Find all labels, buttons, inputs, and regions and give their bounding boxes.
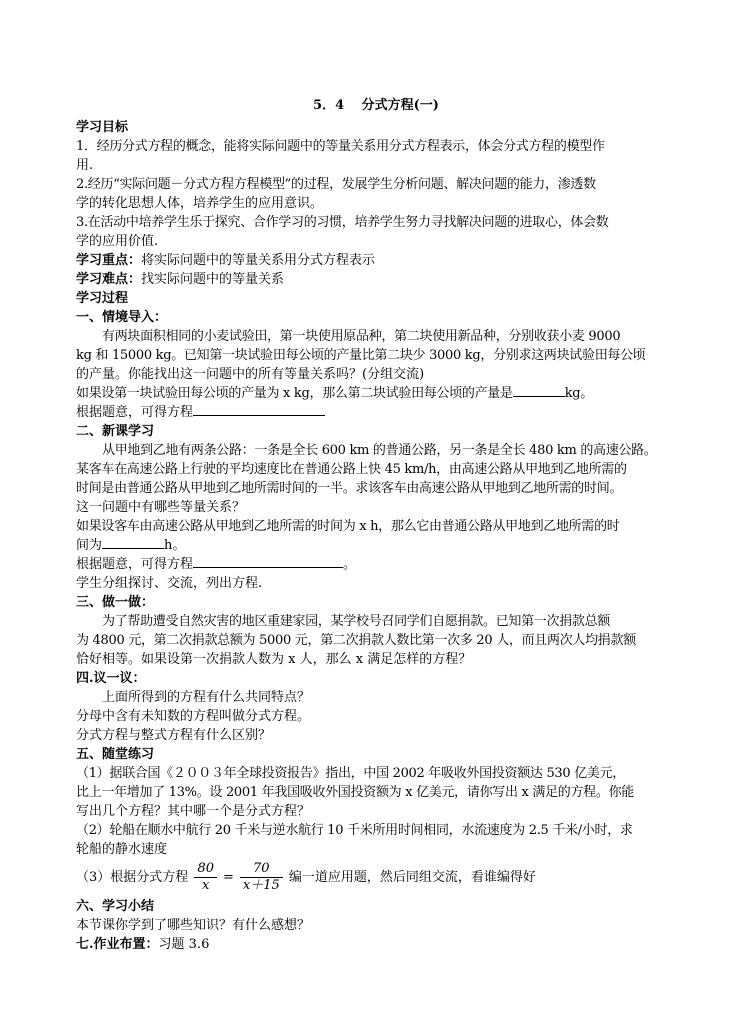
section-2-line: 从甲地到乙地有两条公路：一条是全长 600 km 的普通公路，另一条是全长 480 km 的高速公路。 xyxy=(102,443,657,458)
section-3-heading: 三、做一做： xyxy=(76,595,155,610)
homework-text: 习题 3.6 xyxy=(158,937,210,952)
goal-line: 学的转化思想人体，培养学生的应用意识。 xyxy=(76,196,324,211)
section-6-line: 本节课你学到了哪些知识？有什么感想？ xyxy=(76,918,311,933)
process-heading: 学习过程 xyxy=(76,291,129,306)
section-2-line: 如果设客车由高速公路从甲地到乙地所需的时间为 x h，那么它由普通公路从甲地到乙地所需的时 xyxy=(76,519,620,534)
section-5-line: （1）据联合国《２００３年全球投资报告》指出，中国 2002 年吸收外国投资额达 530 亿美元， xyxy=(76,766,625,781)
goal-line: 学的应用价值. xyxy=(76,234,159,249)
homework-label: 七.作业布置： xyxy=(76,937,159,952)
section-5-equation-line xyxy=(76,859,676,897)
section-2-line: 学生分组探讨、交流，列出方程. xyxy=(76,576,263,591)
section-1-line xyxy=(76,384,676,403)
section-2-line: 时间是由普通公路从甲地到乙地所需时间的一半。求该客车由高速公路从甲地到乙地所需的时间。 xyxy=(76,481,623,496)
text-span: h。 xyxy=(164,538,186,553)
section-4-heading: 四.议一议： xyxy=(76,671,146,686)
equation-blank[interactable] xyxy=(193,555,343,568)
answer-blank[interactable] xyxy=(102,536,164,549)
section-4-line: 分母中含有未知数的方程叫做分式方程。 xyxy=(76,709,311,724)
section-3-line: 为了帮助遭受自然灾害的地区重建家园，某学校号召同学们自愿捐款。已知第一次捐款总额 xyxy=(102,614,611,629)
section-5-heading: 五、随堂练习 xyxy=(76,747,155,762)
section-1-line: kg 和 15000 kg。已知第一块试验田每公顷的产量比第二块少 3000 kg，分别求这两块试验田每公顷 xyxy=(76,348,646,363)
answer-blank[interactable] xyxy=(513,384,565,397)
fraction xyxy=(240,861,283,894)
section-4-line: 分式方程与整式方程有什么区别？ xyxy=(76,728,272,743)
key-point-text: 将实际问题中的等量关系用分式方程表示 xyxy=(141,253,376,268)
equation-blank[interactable] xyxy=(193,403,325,416)
section-5-line: 比上一年增加了 13%。设 2001 年我国吸收外国投资额为 x 亿美元，请你写出 x 满足的方程。你能 xyxy=(76,785,634,800)
goal-line: 3.在活动中培养学生乐于探究、合作学习的习惯，培养学生努力寻找解决问题的进取心，体会数 xyxy=(76,215,609,230)
section-4-line: 上面所得到的方程有什么共同特点？ xyxy=(102,690,311,705)
fraction xyxy=(194,861,217,894)
fraction-denominator: x xyxy=(202,878,210,893)
section-2-line xyxy=(76,555,676,574)
section-5-line: 写出几个方程？其中哪一个是分式方程？ xyxy=(76,804,311,819)
text-span: 间为 xyxy=(76,538,103,553)
key-point xyxy=(76,251,676,270)
section-2-line xyxy=(76,536,676,555)
section-1-heading: 一、情境导入： xyxy=(76,310,168,325)
difficulty xyxy=(76,270,676,289)
text-span: kg。 xyxy=(564,386,594,401)
goals-heading: 学习目标 xyxy=(76,120,129,135)
text-span: 编一道应用题，然后同组交流，看谁编得好 xyxy=(288,870,536,885)
fraction-numerator: 80 xyxy=(194,861,217,878)
section-5-line: 轮船的静水速度 xyxy=(76,842,168,857)
section-2-line: 某客车在高速公路上行驶的平均速度比在普通公路上快 45 km/h，由高速公路从甲地到乙地所需的 xyxy=(76,462,627,477)
section-1-line xyxy=(76,403,676,422)
text-span: （3）根据分式方程 xyxy=(76,870,189,885)
text-span: 。 xyxy=(343,557,357,572)
text-span: 如果设第一块试验田每公顷的产量为 x kg，那么第二块试验田每公顷的产量是 xyxy=(76,386,513,401)
section-1-line: 有两块面积相同的小麦试验田，第一块使用原品种，第二块使用新品种，分别收获小麦 9000 xyxy=(102,329,621,344)
difficulty-label: 学习难点： xyxy=(76,272,142,287)
text-span: 根据题意，可得方程 xyxy=(76,557,194,572)
goal-line: 用. xyxy=(76,158,94,173)
equals-sign: = xyxy=(222,870,234,885)
key-point-label: 学习重点： xyxy=(76,253,142,268)
section-6-heading: 六、学习小结 xyxy=(76,899,155,914)
fraction-denominator: x＋15 xyxy=(242,878,280,893)
page-title: 5．4 分式方程(一) xyxy=(313,98,439,113)
worksheet xyxy=(76,96,676,954)
goal-line: 2.经历“实际问题－分式方程方程模型”的过程，发展学生分析问题、解决问题的能力，渗透数 xyxy=(76,177,596,192)
section-2-heading: 二、新课学习 xyxy=(76,424,155,439)
fraction-numerator: 70 xyxy=(240,861,283,878)
section-3-line: 恰好相等。如果设第一次捐款人数为 x 人，那么 x 满足怎样的方程？ xyxy=(76,652,472,667)
text-span: 根据题意，可得方程 xyxy=(76,405,194,420)
homework xyxy=(76,935,676,954)
section-3-line: 为 4800 元，第二次捐款总额为 5000 元，第二次捐款人数比第一次多 20 人，而且两次人均捐款额 xyxy=(76,633,636,648)
section-1-line: 的产量。你能找出这一问题中的所有等量关系吗？(分组交流) xyxy=(76,367,425,382)
section-2-line: 这一问题中有哪些等量关系？ xyxy=(76,500,246,515)
difficulty-text: 找实际问题中的等量关系 xyxy=(141,272,285,287)
section-5-line: （2）轮船在顺水中航行 20 千米与逆水航行 10 千米所用时间相同，水流速度为 2.5 千米/小时，求 xyxy=(76,823,633,838)
goal-line: 1．经历分式方程的概念，能将实际问题中的等量关系用分式方程表示，体会分式方程的模型作 xyxy=(76,139,605,154)
